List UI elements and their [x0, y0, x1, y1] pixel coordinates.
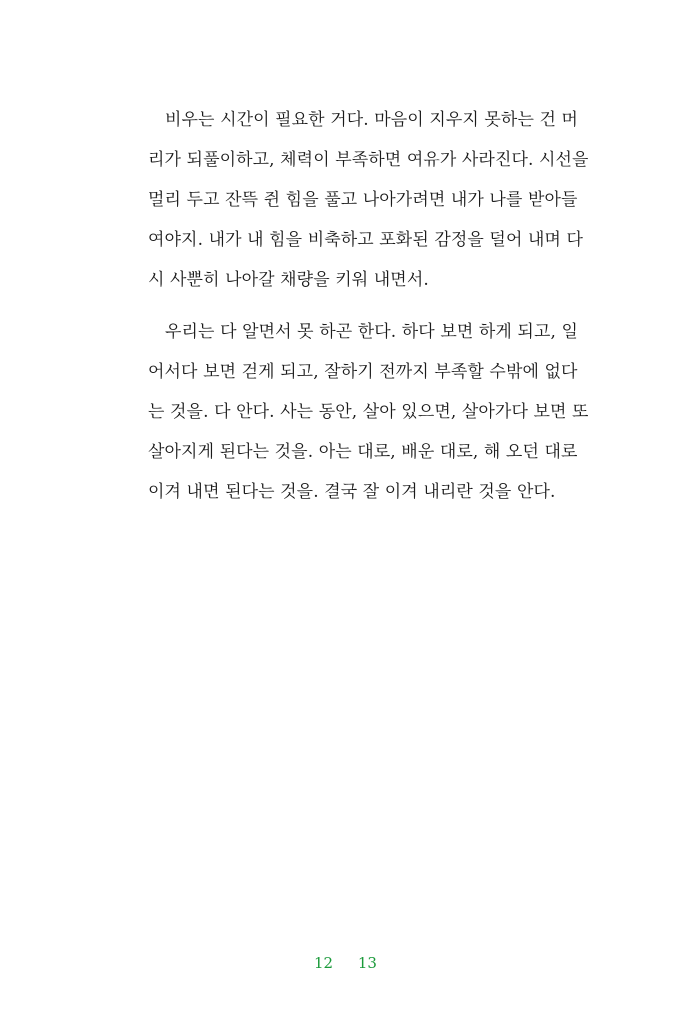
text-line: 리가 되풀이하고, 체력이 부족하면 여유가 사라진다. 시선을 — [148, 150, 589, 170]
text-line: 살아지게 된다는 것을. 아는 대로, 배운 대로, 해 오던 대로 — [148, 442, 578, 462]
page-body — [148, 100, 600, 512]
page-number-right: 13 — [357, 954, 377, 972]
page-numbers — [0, 953, 691, 973]
text-line: 어서다 보면 걷게 되고, 잘하기 전까지 부족할 수밖에 없다 — [148, 362, 578, 382]
page-number-left: 12 — [314, 954, 334, 972]
paragraph-1 — [148, 100, 600, 300]
text-line: 이겨 내면 된다는 것을. 결국 잘 이겨 내리란 것을 안다. — [148, 482, 556, 502]
text-line: 시 사뿐히 나아갈 채량을 키워 내면서. — [148, 270, 429, 290]
paragraph-2 — [148, 312, 600, 512]
text-line: 여야지. 내가 내 힘을 비축하고 포화된 감정을 덜어 내며 다 — [148, 230, 584, 250]
text-line: 비우는 시간이 필요한 거다. 마음이 지우지 못하는 건 머 — [165, 110, 579, 130]
text-line: 우리는 다 알면서 못 하곤 한다. 하다 보면 하게 되고, 일 — [165, 322, 579, 342]
text-line: 멀리 두고 잔뜩 쥔 힘을 풀고 나아가려면 내가 나를 받아들 — [148, 190, 578, 210]
text-line: 는 것을. 다 안다. 사는 동안, 살아 있으면, 살아가다 보면 또 — [148, 402, 589, 422]
